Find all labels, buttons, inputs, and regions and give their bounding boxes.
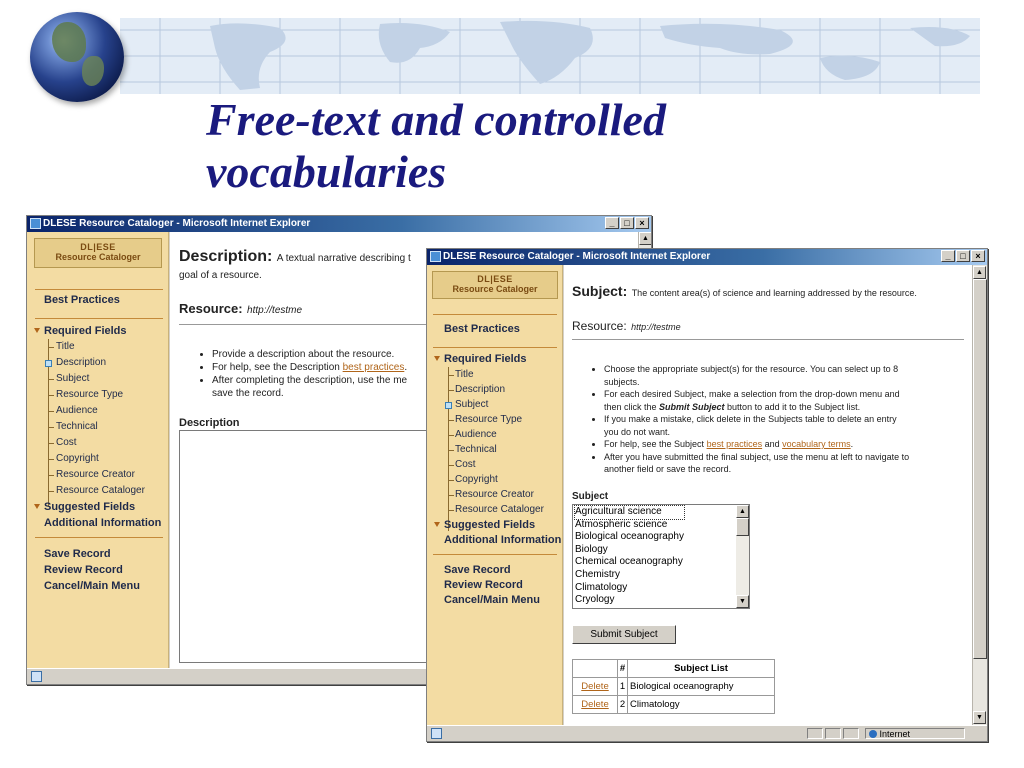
nav-suggested-fields[interactable]: Suggested Fields [44,501,136,513]
sidebar [427,265,563,726]
field-heading: Description: [179,248,273,265]
cancel-main-menu-link[interactable]: Cancel/Main Menu [44,580,140,592]
current-page-icon [445,402,452,409]
instruction-item: • If you make a mistake, click delete in the Subjects table to delete an entry you do not want. [604,413,909,438]
close-button[interactable]: × [635,217,649,229]
delete-link[interactable]: Delete [581,699,609,710]
review-record-link[interactable]: Review Record [444,579,523,591]
subject-list-table [572,659,775,714]
main-content [564,265,972,726]
subject-option[interactable]: Chemistry [575,568,621,580]
scroll-up-button[interactable]: ▲ [973,266,986,279]
scroll-down-button[interactable]: ▼ [973,711,986,724]
nav-resource-type[interactable]: Resource Type [455,414,523,425]
subject-option[interactable]: Atmospheric science [575,518,668,530]
nav-required-fields[interactable]: Required Fields [44,325,127,337]
internet-zone [865,728,965,739]
row-subject: Biological oceanography [628,678,775,696]
best-practices-link[interactable]: best practices [342,362,405,373]
vertical-scrollbar[interactable] [972,265,987,726]
scroll-thumb[interactable] [973,279,987,659]
subject-option[interactable]: Climatology [575,581,628,593]
current-page-icon [45,360,52,367]
nav-description[interactable]: Description [455,384,506,395]
instruction-item: • For each desired Subject, make a selection from the drop-down menu and then click the Submit Subject button to add it to the Subject list. [604,388,909,413]
row-number: 2 [618,696,628,714]
nav-cost[interactable]: Cost [455,459,476,470]
description-label: Description [179,417,240,429]
nav-description[interactable]: Description [56,357,107,368]
window-title: DLESE Resource Cataloger - Microsoft Internet Explorer [443,251,711,262]
minimize-button[interactable]: _ [605,217,619,229]
instruction-item: • Provide a description about the resource. [212,348,407,361]
field-heading-text-2: goal of a resource. [179,270,262,281]
nav-resource-creator[interactable]: Resource Creator [455,489,534,500]
table-header-subject-list: Subject List [628,660,775,678]
resource-label: Resource: [572,319,627,333]
nav-resource-type[interactable]: Resource Type [56,389,124,400]
listbox-scrollbar[interactable] [736,505,749,608]
dlese-logo[interactable]: DL|ESE Resource Cataloger [34,238,162,268]
page-icon [431,728,442,739]
ie-icon [430,251,441,262]
nav-subject[interactable]: Subject [455,399,489,410]
divider [572,339,964,340]
nav-resource-cataloger[interactable]: Resource Cataloger [56,485,145,496]
subject-option[interactable]: Biological oceanography [575,531,684,543]
scroll-up-button[interactable]: ▲ [639,232,652,245]
nav-audience[interactable]: Audience [455,429,497,440]
instruction-item: • Choose the appropriate subject(s) for the resource. You can select up to 8 subjects. [604,363,909,388]
subject-option[interactable]: Biology [575,543,608,555]
resource-url: http://testme [631,322,681,332]
row-number: 1 [618,678,628,696]
nav-audience[interactable]: Audience [56,405,98,416]
status-panel [843,728,859,739]
status-bar [427,725,987,741]
instruction-item: • For help, see the Subject best practices and vocabulary terms. [604,438,909,451]
table-row [573,696,775,714]
instruction-item: • After completing the description, use the me save the record. [212,374,407,400]
listbox-scroll-up[interactable]: ▲ [736,505,749,518]
review-record-link[interactable]: Review Record [44,564,123,576]
nav-additional-information[interactable]: Additional Information [444,534,562,546]
nav-copyright[interactable]: Copyright [56,453,99,464]
subject-option[interactable]: Agricultural science [575,506,684,519]
maximize-button[interactable]: □ [956,250,970,262]
nav-cost[interactable]: Cost [56,437,77,448]
nav-subject[interactable]: Subject [56,373,90,384]
instructions-list [212,348,407,400]
maximize-button[interactable]: □ [620,217,634,229]
nav-resource-creator[interactable]: Resource Creator [56,469,135,480]
status-panel [807,728,823,739]
cancel-main-menu-link[interactable]: Cancel/Main Menu [444,594,540,606]
close-button[interactable]: × [971,250,985,262]
nav-resource-cataloger[interactable]: Resource Cataloger [455,504,544,515]
nav-title[interactable]: Title [56,341,75,352]
instructions-list [604,363,909,476]
dlese-logo[interactable]: DL|ESE Resource Cataloger [432,271,558,299]
slide-title: Free-text and controlled vocabularies [206,94,666,197]
page-icon [31,671,42,682]
subject-option[interactable]: Cryology [575,594,615,606]
nav-copyright[interactable]: Copyright [455,474,498,485]
submit-subject-button[interactable]: Submit Subject [572,625,676,644]
save-record-link[interactable]: Save Record [444,564,511,576]
save-record-link[interactable]: Save Record [44,548,111,560]
best-practices-link[interactable]: best practices [706,439,763,449]
resource-label: Resource: [179,301,243,316]
instruction-item: • For help, see the Description best practices. [212,361,407,374]
nav-additional-information[interactable]: Additional Information [44,517,162,529]
subject-listbox[interactable] [572,504,750,609]
status-panel [825,728,841,739]
table-header-num: # [618,660,628,678]
instruction-item: • After you have submitted the final subject, use the menu at left to navigate to another field or save the record. [604,451,909,476]
minimize-button[interactable]: _ [941,250,955,262]
nav-required-fields[interactable]: Required Fields [444,353,527,365]
sidebar [27,232,169,669]
window-titlebar[interactable] [427,249,987,265]
delete-link[interactable]: Delete [581,681,609,692]
nav-technical[interactable]: Technical [56,421,98,432]
globe-icon [869,730,877,738]
nav-best-practices[interactable]: Best Practices [444,323,520,335]
window-titlebar[interactable] [27,216,651,232]
world-map-graphic [120,18,980,94]
table-row [573,678,775,696]
nav-technical[interactable]: Technical [455,444,497,455]
window-title: DLESE Resource Cataloger - Microsoft Internet Explorer [43,218,311,229]
zone-label: Internet [879,729,911,739]
globe-logo [30,12,124,102]
field-heading-text: The content area(s) of science and learning addressed by the resource. [631,288,917,298]
vocabulary-terms-link[interactable]: vocabulary terms [782,439,851,449]
field-heading-text: A textual narrative describing t [276,253,411,264]
listbox-scroll-down[interactable]: ▼ [736,595,749,608]
world-map-banner [120,18,980,94]
field-heading: Subject: [572,283,628,299]
row-subject: Climatology [628,696,775,714]
nav-suggested-fields[interactable]: Suggested Fields [444,519,536,531]
subject-option[interactable]: Chemical oceanography [575,556,683,568]
subject-label: Subject [572,491,609,502]
ie-icon [30,218,41,229]
browser-window-subject [426,248,988,742]
nav-title[interactable]: Title [455,369,474,380]
listbox-scroll-thumb[interactable] [736,518,749,536]
nav-best-practices[interactable]: Best Practices [44,294,120,306]
resource-url: http://testme [247,305,303,316]
